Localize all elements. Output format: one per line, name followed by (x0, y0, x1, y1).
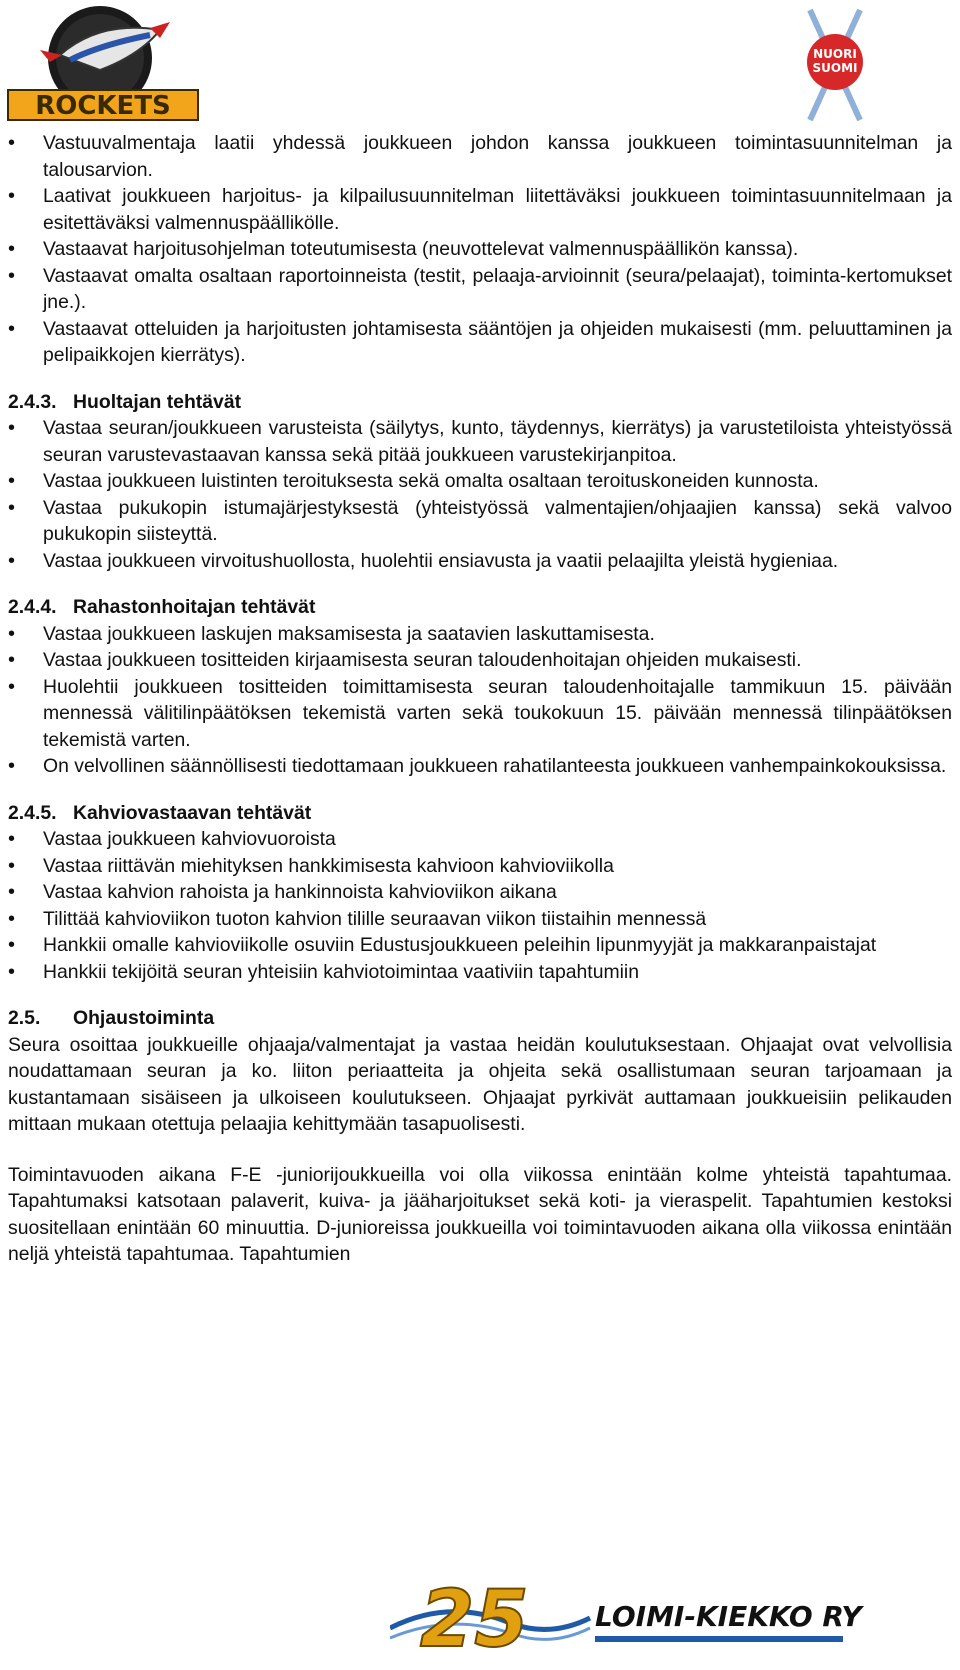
list-item: • On velvollinen säännöllisesti tiedottamaan joukkueen rahatilanteesta joukkueen vanhempainkokouksissa. (8, 753, 952, 780)
list-item: • Vastaa joukkueen kahviovuoroista (8, 826, 952, 853)
section-243-list (8, 415, 952, 574)
section-title: Huoltajan tehtävät (73, 390, 242, 413)
section-number: 2.4.3. (8, 390, 57, 413)
section-number: 2.4.4. (8, 596, 57, 618)
section-heading-245 (8, 800, 952, 827)
list-item: • Vastaa joukkueen tositteiden kirjaamisesta seuran taloudenhoitajan ohjeiden mukaisesti. (8, 647, 952, 674)
list-item: • Vastaavat harjoitusohjelman toteutumisesta (neuvottelevat valmennuspäällikön kanssa). (8, 236, 952, 263)
section-title: Rahastonhoitajan tehtävät (73, 596, 316, 618)
document-body (8, 130, 952, 1268)
list-item: • Vastaa joukkueen luistinten teroituksesta sekä omalta osaltaan teroituskoneiden kunnosta. (8, 468, 952, 495)
list-item: • Vastaa kahvion rahoista ja hankinnoista kahvioviikon aikana (8, 879, 952, 906)
list-item: • Tilittää kahvioviikon tuoton kahvion tilille seuraavan viikon tiistaihin mennessä (8, 906, 952, 933)
nuori-logo-line1: NUORI (813, 47, 857, 61)
list-item: • Vastaavat otteluiden ja harjoitusten johtamisesta sääntöjen ja ohjeiden mukaisesti (mm. peluuttaminen ja pelipaikkojen kierrätys). (8, 316, 952, 369)
list-item: • Vastuuvalmentaja laatii yhdessä joukkueen johdon kanssa joukkueen toimintasuunnitelman ja talousarvion. (8, 130, 952, 183)
list-item: • Hankkii omalle kahvioviikolle osuviin Edustusjoukkueen peleihin lipunmyyjät ja makkaranpaistajat (8, 932, 952, 959)
list-item: • Vastaa pukukopin istumajärjestyksestä (yhteistyössä valmentajien/ohjaajien kanssa) sekä valvoo pukukopin siisteyttä. (8, 495, 952, 548)
list-item: • Laativat joukkueen harjoitus- ja kilpailusuunnitelman liitettäväksi joukkueen toimintasuunnitelmaan ja esitettäväksi valmennuspäällikölle. (8, 183, 952, 236)
list-item: • Vastaavat omalta osaltaan raportoinneista (testit, pelaaja-arvioinnit (seura/pelaajat), toiminta-kertomukset jne.). (8, 263, 952, 316)
list-item: • Vastaa joukkueen laskujen maksamisesta ja saatavien laskuttamisesta. (8, 621, 952, 648)
paragraph: Seura osoittaa joukkueille ohjaaja/valmentajat ja vastaa heidän koulutuksestaan. Ohjaajat ovat velvollisia noudattamaan seuran ja ko. liiton periaatteita ja ohjeita sekä osallistumaan seuran tarjoamaan ja kustantamaan sisäiseen ja ulkoiseen koulutukseen. Ohjaajat pyrkivät auttamaan joukkueisiin pelikauden mittaan mukaan otettuja pelaajia kehittymään tasapuolisesti. (8, 1033, 952, 1135)
section-title: Kahviovastaavan tehtävät (73, 801, 312, 824)
section-heading-244 (8, 594, 952, 621)
footer-org-name: LOIMI-KIEKKO RY (595, 1600, 862, 1633)
footer-logo (390, 1568, 890, 1668)
list-item: • Vastaa seuran/joukkueen varusteista (säilytys, kunto, täydennys, kierrätys) ja varustetiloista yhteistyössä seuran varustevastaavan kanssa sekä pitää joukkueen varustekirjanpitoa. (8, 415, 952, 468)
paragraph: Toimintavuoden aikana F-E -juniorijoukkueilla voi olla viikossa enintään kolme yhteistä tapahtumaa. Tapahtumaksi katsotaan palaverit, kuiva- ja jääharjoitukset sekä koti- ja vieraspelit. Tapahtumien kestoksi suositellaan enintään 60 minuuttia. D-junioreissa joukkueilla voi toimintavuoden aikana olla viikossa enintään neljä yhteistä tapahtumaa. Tapahtumien (8, 1163, 952, 1265)
intro-list (8, 130, 952, 369)
section-244-list (8, 621, 952, 780)
section-heading-25 (8, 1005, 952, 1032)
section-245-list (8, 826, 952, 985)
rockets-logo-text: ROCKETS (35, 91, 171, 121)
section-number: 2.4.5. (8, 801, 57, 824)
list-item: • Vastaa joukkueen virvoitushuollosta, huolehtii ensiavusta ja vaatii pelaajilta yleistä hygieniaa. (8, 548, 952, 575)
list-item: • Vastaa riittävän miehityksen hankkimisesta kahvioon kahvioviikolla (8, 853, 952, 880)
section-heading-243 (8, 389, 952, 416)
nuori-suomi-logo (790, 0, 880, 130)
nuori-logo-line2: SUOMI (812, 61, 858, 75)
list-item: • Hankkii tekijöitä seuran yhteisiin kahviotoimintaa vaativiin tapahtumiin (8, 959, 952, 986)
section-number: 2.5. (8, 1007, 41, 1029)
footer-badge: 25 (420, 1575, 529, 1665)
section-title: Ohjaustoiminta (73, 1007, 215, 1029)
list-item: • Huolehtii joukkueen tositteiden toimittamisesta seuran taloudenhoitajalle tammikuun 15. päivään mennessä välitilinpäätöksen tekemistä varten sekä toukokuun 15. päivään mennessä tilinpäätöksen tekemistä varten. (8, 674, 952, 754)
rockets-logo (0, 0, 210, 130)
